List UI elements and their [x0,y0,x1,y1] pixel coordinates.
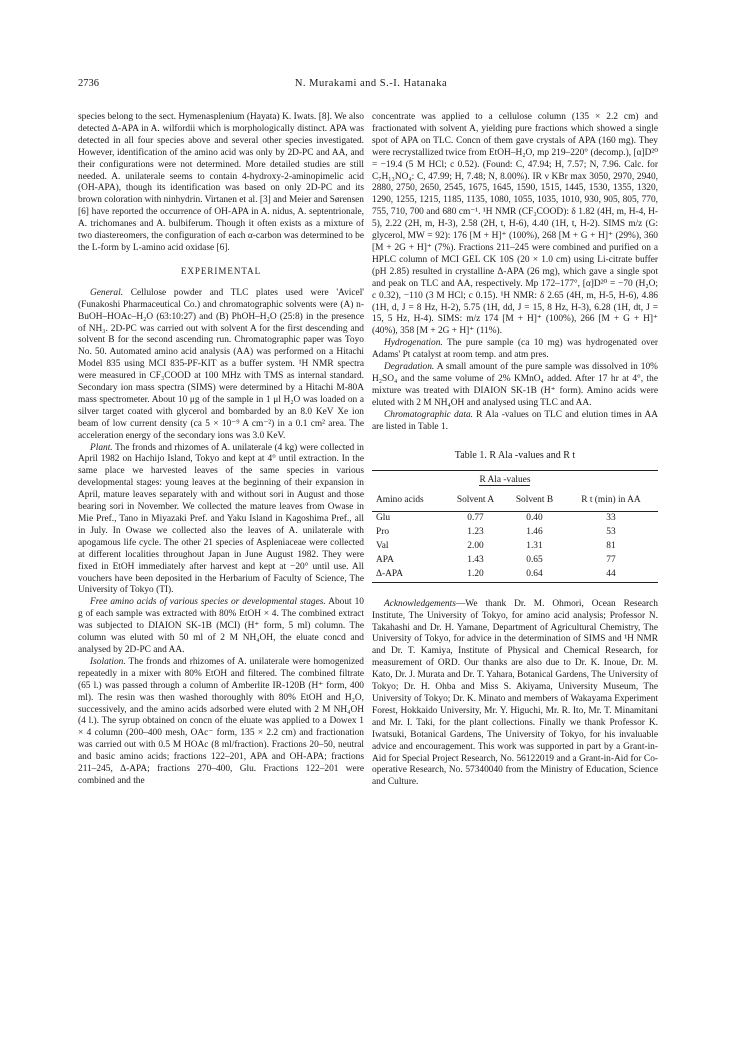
page-header [78,78,664,92]
general-text: Cellulose powder and TLC plates used were 'Avicel' (Funakoshi Pharmaceutical Co.) and chromatographic solvents were (A) n-BuOH–HOAc–H₂O (63:10:27) and (B) PhOH–H₂O (25:8) in the presence of NH₃. 2D-PC was carried out with solvent A for the first descending and solvent B for the second ascending run. Chromatographic paper was Toyo No. 50. Automated amino acid analysis (AA) was performed on a Hitachi Model 835 using MCI 835-PF-KIT as a buffer system. ¹H NMR spectra were measured in CF₃COOD at 100 MHz with TMS as internal standard. Secondary ion mass spectra (SIMS) were determined by a Hitachi M-80A mass spectrometer. About 10 μg of the sample in 1 μl H₂O was loaded on a silver target coated with glycerol and bombarded by an 8.0 KeV Xe ion beam of low current density (ca 5 × 10⁻⁹ A cm⁻²) in a 0.1 cm² area. The acceleration energy of the secondary ions was 3.0 KeV. [78,287,364,441]
chromatographic-paragraph [372,410,658,434]
isolation-paragraph [78,657,364,788]
plant-lead: Plant. [90,442,113,453]
table-cell: Pro [376,527,390,538]
table-row [372,512,658,526]
acknowledgements-lead: Acknowledgements [384,598,456,609]
table-row [372,540,658,554]
table-cell: 44 [606,568,616,579]
table-cell: 1.23 [467,527,484,538]
degradation-paragraph [372,362,658,410]
running-title: N. Murakami and S.-I. Hatanaka [294,78,448,89]
table-cell: 1.46 [526,527,543,538]
table-cell: 0.65 [526,554,543,565]
table-column-headers [372,491,658,511]
col-header-solvent-a: Solvent A [456,495,495,506]
free-amino-acids-paragraph [78,597,364,657]
chromatographic-lead: Chromatographic data. [384,409,474,420]
hydrogenation-text: The pure sample (ca 10 mg) was hydrogenated over Adams' Pt catalyst at room temp. and atm pres. [372,338,658,361]
table-cell: APA [376,554,394,565]
degradation-text: A small amount of the pure sample was dissolved in 10% H₂SO₄ and the same volume of 2% KMnO₄ added. After 17 hr at 4°, the mixture was treated with DIAION SK-1B (H⁺ form). Amino acids were eluted with 2 M NH₄OH and analysed using TLC and AA. [372,362,658,408]
page-number: 2736 [78,78,99,89]
col-header-amino-acids: Amino acids [376,495,424,506]
free-amino-acids-lead: Free amino acids of various species or developmental stages. [90,597,326,608]
left-column [78,112,364,788]
section-title: EXPERIMENTAL [180,265,262,276]
table-row [372,526,658,540]
table-row [372,554,658,568]
table-caption: Table 1. R Ala -values and R t [454,450,576,462]
right-column [372,112,658,789]
table-cell: 81 [606,541,616,551]
acknowledgements-paragraph [372,599,658,790]
general-paragraph [78,288,364,443]
table-span-header: R Ala -values [479,475,531,486]
acknowledgements-text: —We thank Dr. M. Ohmori, Ocean Research Institute, The University of Tokyo, for amino acid analysis; Professor N. Takahashi and Dr. H. Yamane, Department of Agricultural Chemistry, The University of Tokyo, for advice in the determination of SIMS and ¹H NMR and Dr. T. Kamiya, Institute of Physical and Chemical Research, for measurement of ORD. Our thanks are also due to Dr. K. Inoue, Dr. M. Kato, Dr. J. Murata and Dr. T. Yahara, Botanical Gardens, The University of Tokyo; Dr. H. Ohba and Miss S. Akiyama, University Museum, The University of Tokyo; Dr. K. Minato and members of Wakayama Experiment Forest, Hokkaido University, Mr. Y. Higuchi, Mr. R. Ito, Mr. T. Minamitani and Mr. I. Taki, for the plant collections. Finally we thank Professor K. Iwatsuki, Botanical Gardens, The University of Tokyo, for his invaluable advice and encouragement. This work was supported in part by a Grant-in-Aid for Special Project Research, No. 56122019 and a Grant-in-Aid for Co-operative Research, No. 57340040 from the Ministry of Education, Science and Culture. [372,598,658,788]
table-cell: 1.31 [526,541,543,551]
continued-paragraph: concentrate was applied to a cellulose column (135 × 2.2 cm) and fractionated with solvent A, yielding pure fractions which showed a single spot of APA on TLC. Concn of them gave crystals of APA (160 mg). They were recrystallized twice from EtOH–H₂O, mp 219–220° (decomp.), [α]D²⁰ = −19.4 (5 M HCl; c 0.52). (Found: C, 47.94; H, 7.57; N, 7.96. Calc. for C₇H₁₃NO₄: C, 47.99; H, 7.48; N, 8.00%). IR ν KBr max 3050, 2970, 2940, 2880, 2750, 2650, 2545, 1675, 1645, 1590, 1515, 1445, 1530, 1355, 1320, 1290, 1255, 1215, 1185, 1135, 1080, 1055, 1035, 1010, 930, 905, 805, 770, 755, 710, 700 and 680 cm⁻¹. ¹H NMR (CF₃COOD): δ 1.82 (4H, m, H-4, H-5), 2.22 (2H, m, H-3), 2.58 (2H, t, H-6), 4.40 (1H, t, H-2). SIMS m/z (G: glycerol, MW = 92): 176 [M + H]⁺ (100%), 268 [M + G + H]⁺ (29%), 360 [M + 2G + H]⁺ (7%). Fractions 211–245 were combined and purified on a HPLC column of MCI GEL CK 10S (20 × 1.0 cm) using Li-citrate buffer (pH 2.85) resulted in crystalline Δ-APA (26 mg), which gave a single spot and peak on TLC and AA, respectively. Mp 172–177°, [α]D²⁰ = −70 (H₂O; c 0.32), −110 (3 M HCl; c 0.15). ¹H NMR: δ 2.65 (4H, m, H-5, H-6), 4.86 (1H, d, J = 8 Hz, H-2), 5.75 (1H, dd, J = 15, 8 Hz, H-3), 6.28 (1H, dt, J = 15, 5 Hz, H-4). SIMS: m/z 174 [M + H]⁺ (100%), 266 [M + G + H]⁺ (40%), 358 [M + 2G + H]⁺ (11%). [372,112,658,337]
table-header-blank [564,471,658,491]
plant-text: The fronds and rhizomes of A. unilaterale (4 kg) were collected in April 1982 on Hachijo Island, Tokyo and kept at 4° until extraction. In the same place we harvested leaves of the same species in various developmental stages: young leaves at the beginning of their expansion in April, mature leaves separately with and without sori in August and those bearing sori in November. We collected the mature leaves from Owase in Mie Pref., Tano in Miyazaki Pref. and Yaku Island in Kagoshima Pref., all in July. In Owase we collected also the leaves of A. unilaterale with apogamous life cycle. The other 21 species of Aspleniaceae were collected at different localities throughout Japan in June August 1982. They were fixed in EtOH immediately after harvest and kept at −20° until use. All vouchers have been deposited in the Herbarium of Faculty of Science, The University of Tokyo (TI). [78,442,364,596]
table-row [372,568,658,582]
isolation-text: The fronds and rhizomes of A. unilaterale were homogenized repeatedly in a mixer with 80% EtOH and filtered. The combined filtrate (65 l.) was passed through a column of Amberlite IR-120B (H⁺ form, 400 ml). The resin was then washed thoroughly with 80% EtOH and H₂O, successively, and the amino acids adsorbed were eluted with 2 M NH₄OH (4 l.). The syrup obtained on concn of the eluate was applied to a Dowex 1 × 4 column (200–400 mesh, OAc⁻ form, 135 × 2.2 cm) and fractionation was carried out with 0.5 M HOAc (8 ml/fraction). Fractions 20–50, neutral and basic amino acids; fractions 122–201, APA and OH-APA; fractions 211–245, Δ-APA; fractions 270–400, Glu. Fractions 122–201 were combined and the [78,656,364,786]
table-cell: 0.64 [526,568,543,579]
table-cell: 0.40 [526,513,543,524]
plant-paragraph [78,443,364,598]
chromatographic-text: R Ala -values on TLC and elution times in AA are listed in Table 1. [372,409,658,432]
table-header-blank [372,471,446,491]
col-header-solvent-b: Solvent B [515,495,554,506]
hydrogenation-lead: Hydrogenation. [384,338,443,349]
table-cell: 77 [606,554,616,565]
hydrogenation-paragraph [372,338,658,362]
table-cell: 0.77 [467,513,484,524]
intro-paragraph: species belong to the sect. Hymenasplenium (Hayata) K. Iwats. [8]. We also detected Δ-APA in A. wilfordii which is morphologically distinct. APA was detected in all four species above and several other species investigated. However, identification of the amino acid was only by 2D-PC and AA, and their configurations were not determined. More detailed studies are still needed. A. unilaterale seems to contain 4-hydroxy-2-aminopimelic acid (OH-APA), though its identification was based on only 2D-PC and its brown coloration with ninhydrin. Virtanen et al. [3] and Meier and Sørensen [6] have reported the occurrence of OH-APA in A. nidus, A. septentrionale, A. trichomanes and A. bulbiferum. Though it often exists as a mixture of two diastereomers, the configuration of each α-carbon was determined to be the L-form by L-amino acid oxidase [6]. [78,112,364,253]
table-cell: 33 [606,513,616,524]
isolation-lead: Isolation. [90,656,126,667]
table-cell: Δ-APA [376,568,404,579]
table-cell: 1.43 [467,554,484,565]
table-cell: 1.20 [467,568,484,579]
free-amino-acids-text: About 10 g of each sample was extracted with 80% EtOH × 4. The combined extract was subjected to DIAION SK-1B (MCI) (H⁺ form, 5 ml) column. The column was eluted with 50 ml of 2 M NH₄OH, the eluate concd and analysed by 2D-PC and AA. [78,597,364,655]
table-cell: 53 [606,527,616,538]
table-header-row [372,471,658,491]
degradation-lead: Degradation. [384,362,435,373]
table-cell: Val [376,541,389,551]
table-cell: Glu [376,513,391,524]
table-cell: 2.00 [467,541,484,551]
general-lead: General. [90,287,124,298]
data-table [372,470,658,582]
col-header-rt: R t (min) in AA [581,495,641,506]
